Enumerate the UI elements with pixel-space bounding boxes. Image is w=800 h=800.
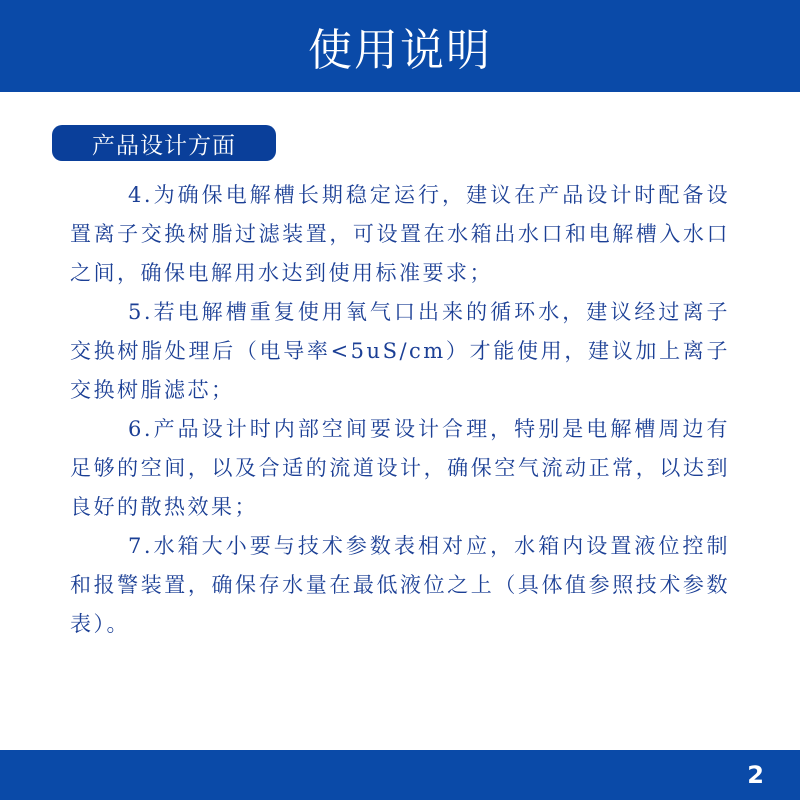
section-tag-label: 产品设计方面 bbox=[92, 132, 236, 159]
instruction-paragraph-7: 7.水箱大小要与技术参数表相对应，水箱内设置液位控制和报警装置，确保存水量在最低液位之上（具体值参照技术参数表）。 bbox=[70, 534, 730, 636]
instruction-paragraph-4: 4.为确保电解槽长期稳定运行，建议在产品设计时配备设置离子交换树脂过滤装置，可设置在水箱出水口和电解槽入水口之间，确保电解用水达到使用标准要求； bbox=[70, 183, 730, 285]
page-number: 2 bbox=[747, 761, 764, 789]
page-title: 使用说明 bbox=[308, 25, 492, 76]
section-tag bbox=[52, 125, 276, 161]
instruction-paragraph-6: 6.产品设计时内部空间要设计合理，特别是电解槽周边有足够的空间，以及合适的流道设计，确保空气流动正常，以达到良好的散热效果； bbox=[70, 417, 730, 519]
page-footer bbox=[0, 750, 800, 800]
instruction-paragraph-5: 5.若电解槽重复使用氧气口出来的循环水，建议经过离子交换树脂处理后（电导率<5uS/cm）才能使用，建议加上离子交换树脂滤芯； bbox=[70, 300, 730, 402]
instructions-content bbox=[70, 176, 730, 644]
page-header bbox=[0, 0, 800, 92]
